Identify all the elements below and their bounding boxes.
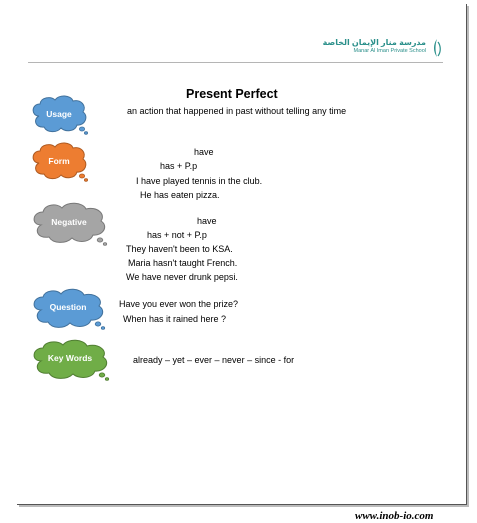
key-words-text: already – yet – ever – never – since - for — [133, 355, 295, 365]
negative-label: Negative — [51, 217, 87, 227]
negative-line-2: has + not + P.p — [147, 230, 207, 240]
question-line-1: Have you ever won the prize? — [119, 299, 239, 309]
form-cloud — [29, 141, 89, 183]
form-label: Form — [48, 156, 70, 166]
watermark: www.inob-io.com — [355, 510, 434, 522]
negative-line-3: They haven't been to KSA. — [126, 244, 233, 254]
school-name-arabic: مدرسة منار الإيمان الخاصة — [322, 38, 426, 47]
form-line-4: He has eaten pizza. — [140, 190, 220, 200]
negative-cloud — [29, 201, 109, 247]
form-line-2: has + P.p — [160, 161, 198, 171]
school-name-english: Manar Al Iman Private School — [353, 48, 426, 54]
key-words-label: Key Words — [47, 353, 93, 363]
page-title: Present Perfect — [186, 87, 278, 101]
header-divider — [28, 62, 443, 63]
worksheet-page — [17, 4, 467, 505]
question-line-2: When has it rained here ? — [123, 314, 227, 324]
negative-line-4: Maria hasn't taught French. — [128, 258, 238, 268]
form-line-1: have — [194, 147, 214, 157]
form-line-3: I have played tennis in the club. — [136, 176, 263, 186]
negative-line-5: We have never drunk pepsi. — [126, 272, 238, 282]
key-words-cloud — [29, 338, 111, 382]
usage-text: an action that happened in past without telling any time — [127, 106, 347, 116]
usage-cloud — [29, 94, 89, 136]
question-label: Question — [49, 302, 87, 312]
usage-label: Usage — [46, 109, 72, 119]
school-emblem-icon — [430, 38, 444, 58]
school-logo — [322, 38, 444, 58]
negative-line-1: have — [197, 216, 217, 226]
question-cloud — [29, 287, 107, 331]
